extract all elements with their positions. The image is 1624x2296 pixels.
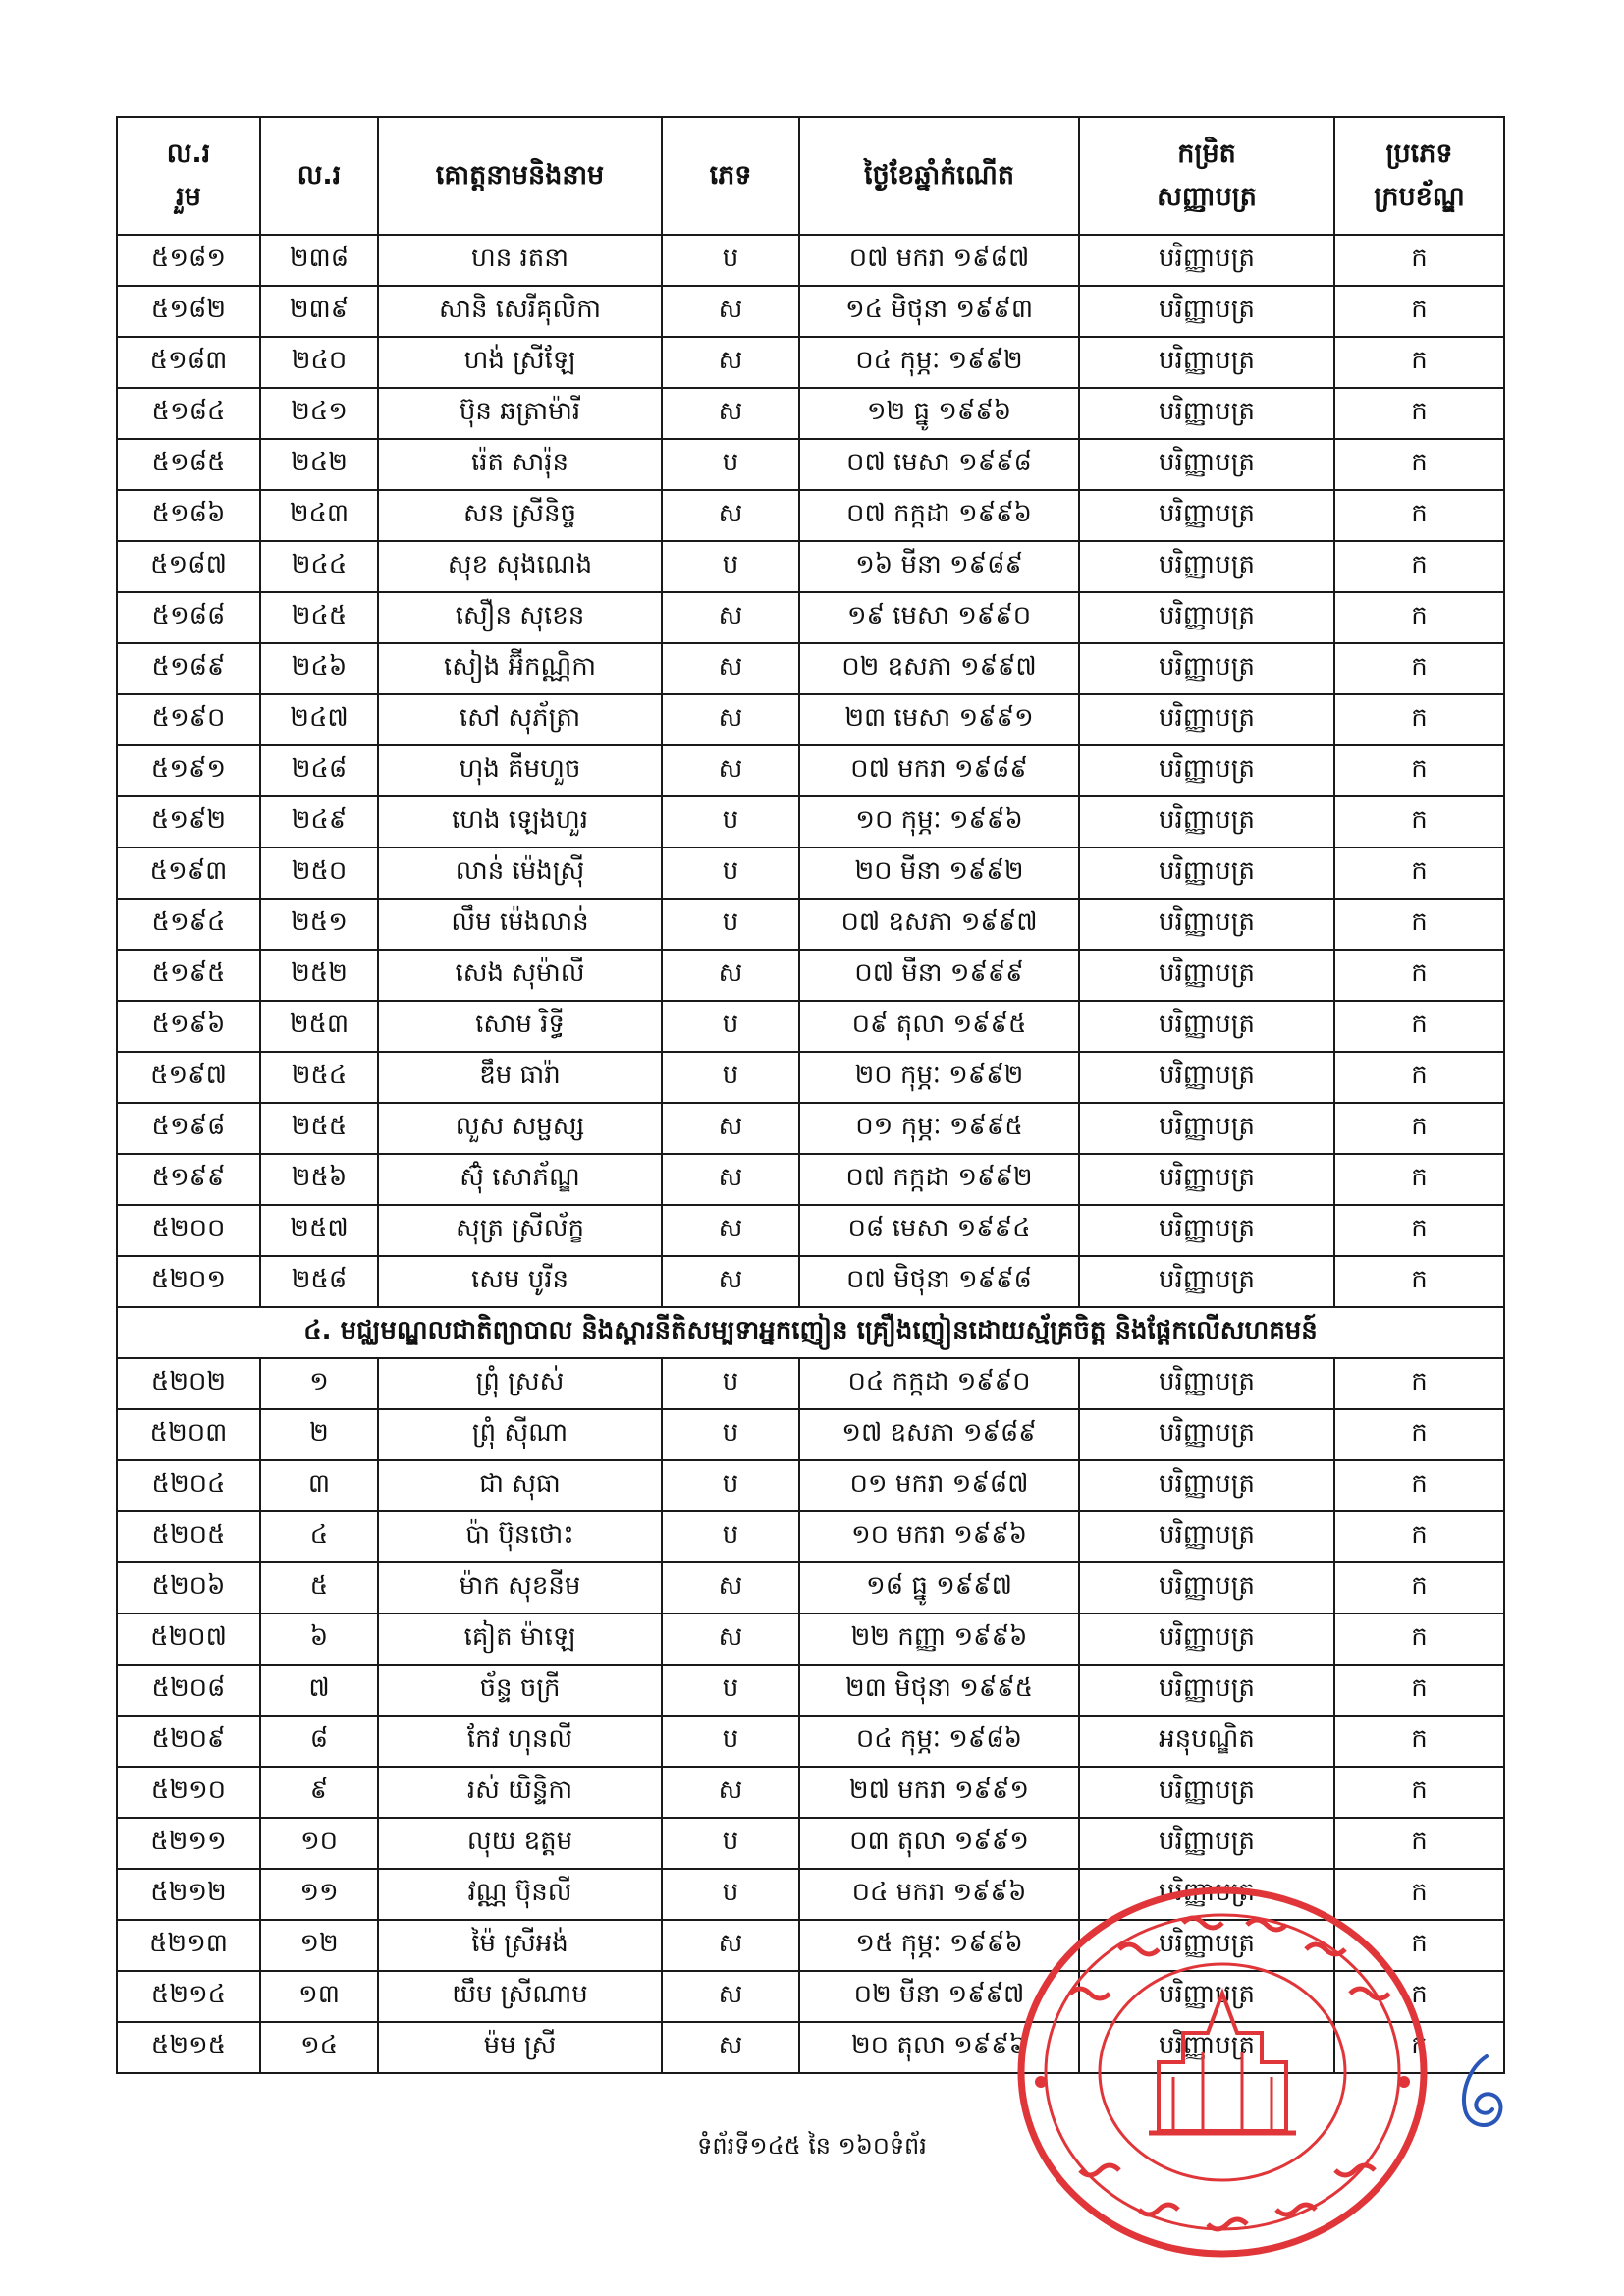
cell-name: លឹម ម៉េងលាន់ <box>378 899 662 950</box>
cell-name: កែវ ហុនលី <box>378 1716 662 1767</box>
table-row <box>117 1767 1504 1818</box>
cell-category: ក <box>1334 1562 1504 1613</box>
table-row <box>117 796 1504 847</box>
cell-sub-no: ៤ <box>260 1511 378 1562</box>
cell-sex: ស <box>662 1154 799 1205</box>
cell-sub-no: ២៤១ <box>260 388 378 439</box>
cell-sex: ស <box>662 2022 799 2073</box>
cell-category: ក <box>1334 847 1504 899</box>
table-row <box>117 388 1504 439</box>
cell-dob: ១០ កុម្ភៈ ១៩៩៦ <box>799 796 1079 847</box>
cell-dob: ២០ តុលា ១៩៩៦ <box>799 2022 1079 2073</box>
cell-category: ក <box>1334 643 1504 694</box>
table-row <box>117 439 1504 490</box>
cell-degree: បរិញ្ញាបត្រ <box>1079 1869 1334 1920</box>
cell-name: សោម រិទ្ធី <box>378 1001 662 1052</box>
cell-degree: បរិញ្ញាបត្រ <box>1079 1103 1334 1154</box>
cell-dob: ១២ ធ្នូ ១៩៩៦ <box>799 388 1079 439</box>
cell-degree: បរិញ្ញាបត្រ <box>1079 1665 1334 1716</box>
cell-sex: ប <box>662 1716 799 1767</box>
cell-sub-no: ២៤២ <box>260 439 378 490</box>
cell-name: សេង សុម៉ាលី <box>378 950 662 1001</box>
cell-name: ហេង ឡេងហួរ <box>378 796 662 847</box>
cell-sub-no: ១០ <box>260 1818 378 1869</box>
cell-category: ក <box>1334 337 1504 388</box>
cell-sex: ស <box>662 694 799 745</box>
cell-total-no: ៥១៨៧ <box>117 541 260 592</box>
cell-sub-no: ២៥៧ <box>260 1205 378 1256</box>
table-row <box>117 1613 1504 1665</box>
cell-sub-no: ២៥៣ <box>260 1001 378 1052</box>
page-number-footer: ទំព័រទី១៤៥ នៃ ១៦០ទំព័រ <box>697 2132 927 2159</box>
table-row <box>117 1665 1504 1716</box>
cell-total-no: ៥២១៣ <box>117 1920 260 1971</box>
cell-degree: អនុបណ្ឌិត <box>1079 1716 1334 1767</box>
cell-sub-no: ២៣៨ <box>260 235 378 286</box>
table-row <box>117 950 1504 1001</box>
cell-sex: ស <box>662 1613 799 1665</box>
cell-dob: ១៧ ឧសភា ១៩៨៩ <box>799 1409 1079 1460</box>
cell-dob: ០៧ មករា ១៩៨៧ <box>799 235 1079 286</box>
cell-category: ក <box>1334 1971 1504 2022</box>
table-row <box>117 1256 1504 1307</box>
cell-name: សានិ សេរីគុលិកា <box>378 286 662 337</box>
cell-category: ក <box>1334 388 1504 439</box>
table-row <box>117 643 1504 694</box>
cell-name: វណ្ណ ប៊ុនលី <box>378 1869 662 1920</box>
cell-total-no: ៥១៩៨ <box>117 1103 260 1154</box>
cell-category: ក <box>1334 286 1504 337</box>
table-row <box>117 1001 1504 1052</box>
cell-category: ក <box>1334 1920 1504 1971</box>
cell-total-no: ៥១៩៥ <box>117 950 260 1001</box>
table-row <box>117 592 1504 643</box>
cell-category: ក <box>1334 1052 1504 1103</box>
cell-dob: ២០ មីនា ១៩៩២ <box>799 847 1079 899</box>
cell-category: ក <box>1334 1511 1504 1562</box>
table-row <box>117 1818 1504 1869</box>
cell-name: ច័ន្ទ ចក្រី <box>378 1665 662 1716</box>
cell-degree: បរិញ្ញាបត្រ <box>1079 1409 1334 1460</box>
cell-total-no: ៥២០៤ <box>117 1460 260 1511</box>
cell-sub-no: ១៤ <box>260 2022 378 2073</box>
table-body-part-1 <box>117 235 1504 1307</box>
cell-sub-no: ១ <box>260 1358 378 1409</box>
cell-total-no: ៥១៨៥ <box>117 439 260 490</box>
cell-degree: បរិញ្ញាបត្រ <box>1079 1460 1334 1511</box>
cell-name: ប៊ុន ឆត្រាម៉ារី <box>378 388 662 439</box>
cell-dob: ០៤ កុម្ភៈ ១៩៨៦ <box>799 1716 1079 1767</box>
cell-category: ក <box>1334 950 1504 1001</box>
cell-dob: ២៣ មេសា ១៩៩១ <box>799 694 1079 745</box>
cell-dob: ០៧ មិថុនា ១៩៩៨ <box>799 1256 1079 1307</box>
cell-degree: បរិញ្ញាបត្រ <box>1079 1205 1334 1256</box>
cell-name: ហង់ ស្រីឡែ <box>378 337 662 388</box>
cell-total-no: ៥១៨៩ <box>117 643 260 694</box>
cell-sex: ប <box>662 796 799 847</box>
cell-dob: ០៧ ឧសភា ១៩៩៧ <box>799 899 1079 950</box>
table-row <box>117 541 1504 592</box>
table-row <box>117 1052 1504 1103</box>
cell-total-no: ៥២០៣ <box>117 1409 260 1460</box>
cell-sex: ស <box>662 337 799 388</box>
section-row <box>117 1307 1504 1358</box>
cell-name: សៅ សុភ័ត្រា <box>378 694 662 745</box>
section-row-group <box>117 1307 1504 1358</box>
cell-degree: បរិញ្ញាបត្រ <box>1079 847 1334 899</box>
cell-dob: ០៧ មករា ១៩៨៩ <box>799 745 1079 796</box>
cell-name: ម៉ាក សុខនីម <box>378 1562 662 1613</box>
cell-name: ហន រតនា <box>378 235 662 286</box>
cell-sub-no: ៣ <box>260 1460 378 1511</box>
cell-sex: ស <box>662 1971 799 2022</box>
table-header-row <box>117 117 1504 235</box>
cell-sex: ស <box>662 1103 799 1154</box>
cell-total-no: ៥២០៧ <box>117 1613 260 1665</box>
cell-total-no: ៥១៨១ <box>117 235 260 286</box>
cell-sub-no: ១១ <box>260 1869 378 1920</box>
cell-degree: បរិញ្ញាបត្រ <box>1079 541 1334 592</box>
cell-sub-no: ២៤៩ <box>260 796 378 847</box>
cell-sub-no: ២៥០ <box>260 847 378 899</box>
cell-sex: ស <box>662 1205 799 1256</box>
cell-total-no: ៥១៩៩ <box>117 1154 260 1205</box>
cell-name: សៀង អ៊ីកណ្ណិកា <box>378 643 662 694</box>
cell-category: ក <box>1334 1256 1504 1307</box>
cell-sex: ប <box>662 899 799 950</box>
cell-sex: ប <box>662 1460 799 1511</box>
cell-sub-no: ២៤៦ <box>260 643 378 694</box>
cell-name: រស់ យិន្ទិកា <box>378 1767 662 1818</box>
cell-sex: ស <box>662 643 799 694</box>
cell-category: ក <box>1334 1409 1504 1460</box>
initials-signature-icon <box>1453 2052 1508 2135</box>
cell-sub-no: ២៤៣ <box>260 490 378 541</box>
cell-category: ក <box>1334 490 1504 541</box>
cell-total-no: ៥២០៦ <box>117 1562 260 1613</box>
cell-sex: ប <box>662 1409 799 1460</box>
cell-dob: ០១ កុម្ភៈ ១៩៩៥ <box>799 1103 1079 1154</box>
cell-dob: ០៧ មីនា ១៩៩៩ <box>799 950 1079 1001</box>
cell-dob: ០៨ មេសា ១៩៩៤ <box>799 1205 1079 1256</box>
cell-degree: បរិញ្ញាបត្រ <box>1079 439 1334 490</box>
cell-sub-no: ២៤៤ <box>260 541 378 592</box>
official-seal-icon <box>1011 1876 1434 2269</box>
cell-degree: បរិញ្ញាបត្រ <box>1079 643 1334 694</box>
cell-category: ក <box>1334 1869 1504 1920</box>
cell-name: លួស សម្ផស្ស <box>378 1103 662 1154</box>
cell-dob: ២០ កុម្ភៈ ១៩៩២ <box>799 1052 1079 1103</box>
cell-dob: ០១ មករា ១៩៨៧ <box>799 1460 1079 1511</box>
cell-total-no: ៥១៩១ <box>117 745 260 796</box>
document-page <box>116 116 1503 2074</box>
cell-total-no: ៥១៨៤ <box>117 388 260 439</box>
cell-sub-no: ២៥២ <box>260 950 378 1001</box>
cell-degree: បរិញ្ញាបត្រ <box>1079 1154 1334 1205</box>
cell-category: ក <box>1334 1001 1504 1052</box>
cell-degree: បរិញ្ញាបត្រ <box>1079 1511 1334 1562</box>
cell-dob: ០៤ កុម្ភៈ ១៩៩២ <box>799 337 1079 388</box>
header-sex: ភេទ <box>662 117 799 235</box>
cell-sex: ប <box>662 1869 799 1920</box>
cell-category: ក <box>1334 1665 1504 1716</box>
cell-dob: ០៧ កក្កដា ១៩៩៦ <box>799 490 1079 541</box>
table-row <box>117 1358 1504 1409</box>
table-row <box>117 1460 1504 1511</box>
cell-sub-no: ១៣ <box>260 1971 378 2022</box>
header-total-no: ល.រ រួម <box>117 117 260 235</box>
table-row <box>117 337 1504 388</box>
cell-category: ក <box>1334 1103 1504 1154</box>
table-row <box>117 286 1504 337</box>
cell-dob: ០៣ តុលា ១៩៩១ <box>799 1818 1079 1869</box>
cell-sub-no: ២៤៥ <box>260 592 378 643</box>
table-row <box>117 1562 1504 1613</box>
cell-name: ជា សុធា <box>378 1460 662 1511</box>
cell-name: ប៉ា ប៊ុនថោះ <box>378 1511 662 1562</box>
cell-sex: ប <box>662 847 799 899</box>
cell-dob: ០៧ មេសា ១៩៩៨ <box>799 439 1079 490</box>
cell-total-no: ៥២១២ <box>117 1869 260 1920</box>
cell-name: ឌឹម ធារ៉ា <box>378 1052 662 1103</box>
cell-name: ព្រុំ ស៊ីណា <box>378 1409 662 1460</box>
header-dob: ថ្ងៃខែឆ្នាំកំណើត <box>799 117 1079 235</box>
cell-total-no: ៥២១១ <box>117 1818 260 1869</box>
cell-dob: ២៣ មិថុនា ១៩៩៥ <box>799 1665 1079 1716</box>
cell-sub-no: ២៥៨ <box>260 1256 378 1307</box>
table-row <box>117 490 1504 541</box>
cell-degree: បរិញ្ញាបត្រ <box>1079 337 1334 388</box>
cell-total-no: ៥២០៥ <box>117 1511 260 1562</box>
table-row <box>117 899 1504 950</box>
cell-sex: ស <box>662 1920 799 1971</box>
cell-sex: ស <box>662 592 799 643</box>
cell-sub-no: ៧ <box>260 1665 378 1716</box>
cell-category: ក <box>1334 1358 1504 1409</box>
cell-sub-no: ២៥៤ <box>260 1052 378 1103</box>
table-row <box>117 694 1504 745</box>
cell-sex: ស <box>662 388 799 439</box>
cell-dob: ១៤ មិថុនា ១៩៩៣ <box>799 286 1079 337</box>
cell-category: ក <box>1334 796 1504 847</box>
cell-category: ក <box>1334 899 1504 950</box>
cell-name: លុយ ឧត្តម <box>378 1818 662 1869</box>
cell-sex: ស <box>662 1562 799 1613</box>
cell-total-no: ៥១៩២ <box>117 796 260 847</box>
cell-total-no: ៥១៩៤ <box>117 899 260 950</box>
cell-sub-no: ២ <box>260 1409 378 1460</box>
cell-degree: បរិញ្ញាបត្រ <box>1079 950 1334 1001</box>
cell-dob: ០៤ កក្កដា ១៩៩០ <box>799 1358 1079 1409</box>
cell-degree: បរិញ្ញាបត្រ <box>1079 388 1334 439</box>
header-name: គោត្តនាមនិងនាម <box>378 117 662 235</box>
cell-degree: បរិញ្ញាបត្រ <box>1079 1920 1334 1971</box>
cell-degree: បរិញ្ញាបត្រ <box>1079 1767 1334 1818</box>
cell-total-no: ៥១៩៦ <box>117 1001 260 1052</box>
table-row <box>117 745 1504 796</box>
cell-sub-no: ២៣៩ <box>260 286 378 337</box>
cell-name: ព្រុំ ស្រស់ <box>378 1358 662 1409</box>
cell-total-no: ៥២១៥ <box>117 2022 260 2073</box>
cell-total-no: ៥២០២ <box>117 1358 260 1409</box>
cell-category: ក <box>1334 439 1504 490</box>
header-degree: កម្រិត សញ្ញាបត្រ <box>1079 117 1334 235</box>
roster-table <box>116 116 1505 2074</box>
cell-dob: ១៥ កុម្ភៈ ១៩៩៦ <box>799 1920 1079 1971</box>
cell-dob: ១៨ ធ្នូ ១៩៩៧ <box>799 1562 1079 1613</box>
cell-degree: បរិញ្ញាបត្រ <box>1079 1818 1334 1869</box>
cell-total-no: ៥២១០ <box>117 1767 260 1818</box>
cell-name: រ៉េត សារ៉ុន <box>378 439 662 490</box>
cell-dob: ០២ មីនា ១៩៩៧ <box>799 1971 1079 2022</box>
cell-category: ក <box>1334 694 1504 745</box>
cell-sex: ប <box>662 1001 799 1052</box>
cell-dob: ០៤ មករា ១៩៩៦ <box>799 1869 1079 1920</box>
cell-category: ក <box>1334 1818 1504 1869</box>
cell-name: គៀត ម៉ាឡេ <box>378 1613 662 1665</box>
cell-sub-no: ២៤៨ <box>260 745 378 796</box>
cell-sub-no: ៥ <box>260 1562 378 1613</box>
cell-total-no: ៥២០៩ <box>117 1716 260 1767</box>
cell-total-no: ៥២០១ <box>117 1256 260 1307</box>
cell-name: ហុង គីមហួច <box>378 745 662 796</box>
cell-category: ក <box>1334 592 1504 643</box>
cell-sex: ប <box>662 1511 799 1562</box>
cell-total-no: ៥១៩០ <box>117 694 260 745</box>
cell-degree: បរិញ្ញាបត្រ <box>1079 1052 1334 1103</box>
cell-sub-no: ២៥៥ <box>260 1103 378 1154</box>
cell-category: ក <box>1334 235 1504 286</box>
cell-degree: បរិញ្ញាបត្រ <box>1079 1971 1334 2022</box>
cell-name: យឹម ស្រីណាម <box>378 1971 662 2022</box>
cell-total-no: ៥១៩៧ <box>117 1052 260 1103</box>
cell-degree: បរិញ្ញាបត្រ <box>1079 796 1334 847</box>
cell-degree: បរិញ្ញាបត្រ <box>1079 899 1334 950</box>
cell-sub-no: ៩ <box>260 1767 378 1818</box>
cell-total-no: ៥២០៨ <box>117 1665 260 1716</box>
cell-total-no: ៥២០០ <box>117 1205 260 1256</box>
cell-total-no: ៥២១៤ <box>117 1971 260 2022</box>
cell-category: ក <box>1334 541 1504 592</box>
cell-sex: ស <box>662 950 799 1001</box>
cell-category: ក <box>1334 1154 1504 1205</box>
cell-degree: បរិញ្ញាបត្រ <box>1079 1562 1334 1613</box>
cell-category: ក <box>1334 2022 1504 2073</box>
cell-sex: ស <box>662 1767 799 1818</box>
cell-name: លាន់ ម៉េងស្រ៊ី <box>378 847 662 899</box>
cell-total-no: ៥១៨៦ <box>117 490 260 541</box>
header-sub-no: ល.រ <box>260 117 378 235</box>
cell-sex: ប <box>662 1358 799 1409</box>
table-row <box>117 1511 1504 1562</box>
table-row <box>117 1716 1504 1767</box>
cell-sex: ប <box>662 1052 799 1103</box>
cell-sex: ប <box>662 439 799 490</box>
cell-sex: ស <box>662 1256 799 1307</box>
cell-category: ក <box>1334 1767 1504 1818</box>
cell-name: សឿន សុខេន <box>378 592 662 643</box>
cell-sub-no: ៨ <box>260 1716 378 1767</box>
table-row <box>117 1205 1504 1256</box>
cell-total-no: ៥១៨២ <box>117 286 260 337</box>
cell-degree: បរិញ្ញាបត្រ <box>1079 694 1334 745</box>
cell-degree: បរិញ្ញាបត្រ <box>1079 1613 1334 1665</box>
table-row <box>117 235 1504 286</box>
cell-degree: បរិញ្ញាបត្រ <box>1079 1001 1334 1052</box>
cell-sub-no: ១២ <box>260 1920 378 1971</box>
table-row <box>117 1409 1504 1460</box>
cell-dob: ០៧ កក្កដា ១៩៩២ <box>799 1154 1079 1205</box>
cell-degree: បរិញ្ញាបត្រ <box>1079 286 1334 337</box>
cell-sub-no: ៦ <box>260 1613 378 1665</box>
cell-degree: បរិញ្ញាបត្រ <box>1079 745 1334 796</box>
cell-dob: ១៩ មេសា ១៩៩០ <box>799 592 1079 643</box>
cell-sub-no: ២៥៦ <box>260 1154 378 1205</box>
cell-dob: ១៦ មីនា ១៩៨៩ <box>799 541 1079 592</box>
cell-degree: បរិញ្ញាបត្រ <box>1079 2022 1334 2073</box>
cell-category: ក <box>1334 1716 1504 1767</box>
cell-category: ក <box>1334 745 1504 796</box>
cell-dob: ២៧ មករា ១៩៩១ <box>799 1767 1079 1818</box>
cell-sex: ប <box>662 1818 799 1869</box>
cell-dob: ១០ មករា ១៩៩៦ <box>799 1511 1079 1562</box>
cell-category: ក <box>1334 1460 1504 1511</box>
table-row <box>117 1154 1504 1205</box>
cell-total-no: ៥១៨៨ <box>117 592 260 643</box>
cell-total-no: ៥១៨៣ <box>117 337 260 388</box>
cell-sex: ប <box>662 235 799 286</box>
cell-name: សន ស្រីនិច្ច <box>378 490 662 541</box>
cell-degree: បរិញ្ញាបត្រ <box>1079 235 1334 286</box>
cell-dob: ២២ កញ្ញា ១៩៩៦ <box>799 1613 1079 1665</box>
cell-sex: ស <box>662 745 799 796</box>
cell-degree: បរិញ្ញាបត្រ <box>1079 1256 1334 1307</box>
cell-name: សុត្រ ស្រីល័ក្ខ <box>378 1205 662 1256</box>
cell-dob: ០៩ តុលា ១៩៩៥ <box>799 1001 1079 1052</box>
cell-degree: បរិញ្ញាបត្រ <box>1079 592 1334 643</box>
cell-sub-no: ២៤៧ <box>260 694 378 745</box>
cell-degree: បរិញ្ញាបត្រ <box>1079 490 1334 541</box>
cell-name: សេម បូរីន <box>378 1256 662 1307</box>
cell-degree: បរិញ្ញាបត្រ <box>1079 1358 1334 1409</box>
table-row <box>117 1103 1504 1154</box>
cell-sex: ប <box>662 541 799 592</box>
cell-sex: ស <box>662 490 799 541</box>
cell-name: ម៉ម ស្រី <box>378 2022 662 2073</box>
cell-sub-no: ២៥១ <box>260 899 378 950</box>
cell-name: ស៊ុំ សោភ័ណ្ឌ <box>378 1154 662 1205</box>
cell-total-no: ៥១៩៣ <box>117 847 260 899</box>
cell-sex: ប <box>662 1665 799 1716</box>
cell-sex: ស <box>662 286 799 337</box>
cell-name: សុខ សុងណេង <box>378 541 662 592</box>
section-title: ៤. មជ្ឈមណ្ឌលជាតិព្យាបាល និងស្តារនីតិសម្បទាអ្នកញៀន គ្រឿងញៀនដោយស្ម័គ្រចិត្ត និងផ្តែកលើសហគមន៍ <box>117 1307 1504 1358</box>
cell-dob: ០២ ឧសភា ១៩៩៧ <box>799 643 1079 694</box>
cell-category: ក <box>1334 1205 1504 1256</box>
cell-category: ក <box>1334 1613 1504 1665</box>
cell-name: ម៉ៃ ស្រីអង់ <box>378 1920 662 1971</box>
table-row <box>117 847 1504 899</box>
cell-sub-no: ២៤០ <box>260 337 378 388</box>
header-category: ប្រភេទ ក្របខ័ណ្ឌ <box>1334 117 1504 235</box>
